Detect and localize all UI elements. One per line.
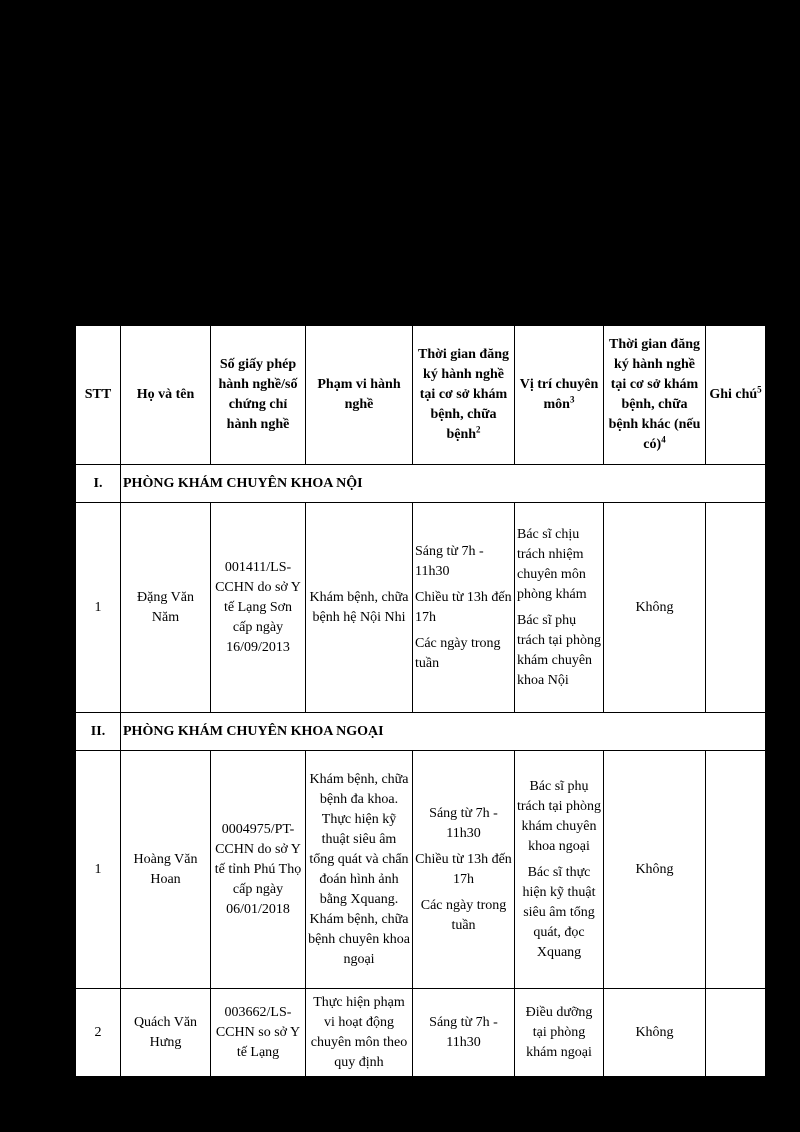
- row-registration-time: Sáng từ 7h - 11h30 Chiều từ 13h đến 17h Các ngày trong tuần: [413, 503, 515, 713]
- header-other-registration-time: Thời gian đăng ký hành nghề tại cơ sở khám bệnh, chữa bệnh khác (nếu có)$^4$: [604, 326, 706, 465]
- row-license: 003662/LS-CCHN so sở Y tế Lạng: [211, 989, 306, 1077]
- row-scope: Khám bệnh, chữa bệnh đa khoa. Thực hiện kỹ thuật siêu âm tổng quát và chẩn đoán hình ảnh bằng Xquang. Khám bệnh, chữa bệnh chuyên khoa ngoại: [306, 751, 413, 989]
- row-scope: Thực hiện phạm vi hoạt động chuyên môn theo quy định: [306, 989, 413, 1077]
- section-row-surgery: [76, 713, 766, 751]
- row-note: [706, 503, 766, 713]
- row-note: [706, 751, 766, 989]
- section-title: PHÒNG KHÁM CHUYÊN KHOA NỘI: [121, 465, 766, 503]
- row-other-time: Không: [604, 751, 706, 989]
- row-position: Bác sĩ phụ trách tại phòng khám chuyên khoa ngoại Bác sĩ thực hiện kỹ thuật siêu âm tổng quát, đọc Xquang: [515, 751, 604, 989]
- section-row-internal: [76, 465, 766, 503]
- row-registration-time: Sáng từ 7h - 11h30 Chiều từ 13h đến 17h Các ngày trong tuần: [413, 751, 515, 989]
- row-license: 0004975/PT-CCHN do sở Y tế tỉnh Phú Thọ cấp ngày 06/01/2018: [211, 751, 306, 989]
- row-name: Quách Văn Hưng: [121, 989, 211, 1077]
- row-name: Đặng Văn Năm: [121, 503, 211, 713]
- header-stt: STT: [76, 326, 121, 465]
- table-row: [76, 503, 766, 713]
- row-license: 001411/LS-CCHN do sở Y tế Lạng Sơn cấp ngày 16/09/2013: [211, 503, 306, 713]
- table-row: [76, 989, 766, 1077]
- row-other-time: Không: [604, 503, 706, 713]
- row-note: [706, 989, 766, 1077]
- section-title: PHÒNG KHÁM CHUYÊN KHOA NGOẠI: [121, 713, 766, 751]
- section-number: I.: [76, 465, 121, 503]
- header-row: [76, 326, 766, 465]
- section-number: II.: [76, 713, 121, 751]
- header-license: Số giấy phép hành nghề/số chứng chỉ hành nghề: [211, 326, 306, 465]
- row-position: Điều dưỡng tại phòng khám ngoại: [515, 989, 604, 1077]
- practitioner-table: [75, 325, 766, 1077]
- header-position: Vị trí chuyên môn$^3$: [515, 326, 604, 465]
- row-registration-time: Sáng từ 7h - 11h30: [413, 989, 515, 1077]
- row-name: Hoàng Văn Hoan: [121, 751, 211, 989]
- row-stt: 2: [76, 989, 121, 1077]
- header-registration-time: Thời gian đăng ký hành nghề tại cơ sở khám bệnh, chữa bệnh$^2$: [413, 326, 515, 465]
- row-scope: Khám bệnh, chữa bệnh hệ Nội Nhi: [306, 503, 413, 713]
- header-scope: Phạm vi hành nghề: [306, 326, 413, 465]
- table-row: [76, 751, 766, 989]
- row-stt: 1: [76, 751, 121, 989]
- header-name: Họ và tên: [121, 326, 211, 465]
- row-position: Bác sĩ chịu trách nhiệm chuyên môn phòng khám Bác sĩ phụ trách tại phòng khám chuyên khoa Nội: [515, 503, 604, 713]
- row-stt: 1: [76, 503, 121, 713]
- header-note: Ghi chú$^5$: [706, 326, 766, 465]
- row-other-time: Không: [604, 989, 706, 1077]
